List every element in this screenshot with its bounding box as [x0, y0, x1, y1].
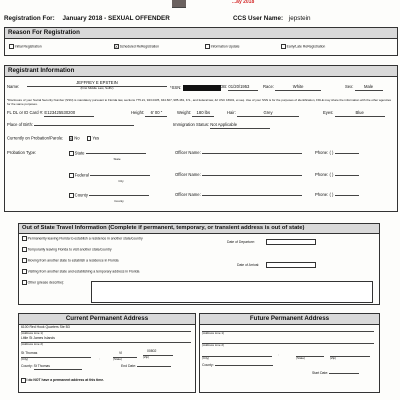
officer-name-state[interactable]: Officer Name: [175, 151, 302, 156]
eyes-field[interactable]: Eyes: Blue [323, 111, 385, 117]
race-field[interactable]: Race: White [263, 85, 321, 91]
name-label: Name: [7, 84, 20, 89]
arrival-label: Date of Arrival: [237, 263, 260, 267]
reason-checkbox-early-late[interactable] [281, 44, 286, 49]
reason-option-early-late[interactable]: Early/Late ReRegistration [281, 44, 325, 49]
state-checkbox[interactable] [69, 151, 74, 156]
red-header-fragment: ...ay 2018 [232, 0, 255, 5]
officer-name-county[interactable]: Officer Name: [175, 193, 302, 198]
officer-name-federal[interactable]: Officer Name: [175, 173, 302, 178]
eyes-value: Blue [335, 111, 385, 117]
travel-option-temporary-leaving[interactable]: Temporarily leaving Florida to visit another state/country [22, 247, 112, 252]
current-zip: 00802 [147, 349, 157, 353]
registrant-title: Registrant Information [5, 66, 397, 77]
race-value: White [275, 85, 321, 91]
ssn-disclosure: *Disclosure of your Social Security Number (SSN) is mandatory pursuant to Florida law, sections 775.21, 943.0435, 944.607, 985.481, F.S., and federal law, 42 USC 16901, et seq. Use of your SSN is for the purposes of identification, FDLE may share the information with the other agencies for the same purposes. [7, 98, 392, 107]
dl-field[interactable]: FL DL or ID Card #: E123425530200 [7, 111, 94, 117]
registration-for [4, 15, 170, 22]
height-value: 6' 00 " [145, 111, 167, 117]
pob-field[interactable]: Place of Birth: [7, 123, 134, 128]
reason-checkbox-initial[interactable] [9, 44, 14, 49]
county-checkbox[interactable] [69, 193, 74, 198]
travel-option-moving-in[interactable]: Moving from another state to establish a residence in Florida [22, 258, 119, 263]
probation-field: Currently on Probation/Parole: X No Yes [7, 135, 100, 141]
reason-option-update[interactable]: Information Update [205, 44, 240, 49]
travel-title: Out of State Travel Information (Complete if permanent, temporary, or transient address is out of state) [19, 224, 379, 234]
ccs-user-value: jepstein [288, 15, 311, 22]
ccs-user-label: CCS User Name: [233, 15, 284, 22]
ssn-redaction [183, 85, 221, 91]
registration-for-value: January 2018 - SEXUAL OFFENDER [62, 15, 170, 22]
probation-yes-checkbox[interactable] [87, 136, 92, 141]
name-field[interactable] [27, 81, 167, 90]
phone-federal[interactable]: Phone: ( ) [315, 173, 359, 178]
arrival-input[interactable] [266, 262, 316, 268]
name-sublabel: (First Middle Last, Suffix) [80, 85, 114, 90]
reason-option-scheduled[interactable]: X Scheduled ReRegistration [115, 44, 160, 49]
sex-field[interactable]: Sex: Male [345, 85, 383, 91]
probation-type-label: Probation Type: [7, 150, 37, 155]
departure-input[interactable] [266, 239, 316, 245]
registration-for-label: Registration For: [4, 15, 55, 22]
future-start-date[interactable]: Start Date: [312, 372, 359, 376]
travel-option-other[interactable]: Other (please describe): [22, 280, 64, 285]
federal-checkbox[interactable] [69, 173, 74, 178]
dl-value: E123425530200 [44, 111, 94, 117]
reason-section [4, 27, 398, 56]
height-field[interactable]: Height: 6' 00 " [131, 111, 167, 117]
sex-value: Male [355, 85, 383, 91]
no-address-checkbox[interactable] [21, 378, 26, 383]
reason-checkbox-scheduled[interactable]: X [115, 44, 118, 49]
future-address-section: Future Permanent Address (Address Line 1) (Address Line 2) (City) , (State) (Zip) County: Start Date: [199, 313, 380, 393]
photo-fragment [172, 0, 186, 8]
probation-type-state[interactable]: State [69, 151, 146, 156]
reason-option-initial[interactable]: Initial Registration [9, 44, 42, 49]
travel-option-visiting[interactable]: Visiting from another state and establishing a temporary address in Florida [22, 269, 139, 274]
departure-label: Date of Departure: [227, 240, 255, 244]
reason-checkbox-update[interactable] [205, 44, 210, 49]
future-address-title: Future Permanent Address [200, 314, 379, 325]
hair-field[interactable]: Hair: Grey [227, 111, 299, 117]
weight-value: 180 lbs [192, 111, 214, 117]
current-county: County: St Thomas [21, 365, 82, 370]
reason-title: Reason For Registration [5, 28, 397, 39]
ccs-user [233, 15, 311, 22]
weight-field[interactable]: Weight: 180 lbs [177, 111, 214, 117]
current-line1: 6100 Red Hook Quarters Ste B3 [21, 325, 70, 329]
current-city: St Thomas [21, 351, 38, 355]
travel-option-permanent-leaving[interactable]: Permanently leaving Florida to establish a residence in another state/country [22, 236, 143, 241]
current-address-section: Current Permanent Address 6100 Red Hook Quarters Ste B3 (Address Line 1) Little St James Islands (Address Line 2) St Thomas (City) , VI (State) 00802 (Zip) County: St Thomas End Date: I do NOT have a permanent address at this time. [18, 313, 196, 393]
dob-value: 01/20/1953 [228, 85, 258, 91]
registrant-section: Registrant Information Name: JEFFREY E EPSTEIN (First Middle Last, Suffix) *SSN: DOB: 01/20/1953 Race: White Sex: Male *Disclosure of your Social Security Number (SSN) is mandatory pursuant to Florida law, sections 775.21, 943.0435, 944.607, 985.481, F.S., and federal law, 42 USC 16901, et seq. Use of your SSN is for the purposes of identification, FDLE may share the information with the other agencies for the same purposes. FL DL or ID Card #: E123425530200 Height: 6' 00 " Weight: 180 lbs Hair: Grey Eyes: Blue Place of Birth: Immigration Status: Not Applicable Currently on Probation/Parole: X No Yes Probation Type: State State Officer Name: Phone: ( ) Federal City Officer Name: Phone: ( ) County County Officer Name: Phone: ( ) [4, 65, 398, 212]
immigration-value: Not Applicable [210, 123, 270, 129]
phone-state[interactable]: Phone: ( ) [315, 151, 359, 156]
current-state: VI [119, 351, 123, 355]
future-county[interactable]: County: [202, 364, 273, 368]
probation-type-federal[interactable]: Federal [69, 173, 150, 178]
phone-county[interactable]: Phone: ( ) [315, 193, 359, 198]
travel-section [18, 223, 380, 305]
current-county-value: St Thomas [34, 365, 82, 370]
hair-value: Grey [237, 111, 299, 117]
probation-no-checkbox[interactable]: X [69, 136, 73, 141]
probation-type-county[interactable]: County [69, 193, 149, 198]
other-description-input[interactable] [91, 281, 373, 303]
ssn-field[interactable]: *SSN: [170, 85, 221, 91]
name-value: JEFFREY E EPSTEIN [76, 80, 118, 85]
current-address-title: Current Permanent Address [19, 314, 195, 325]
current-line2: Little St James Islands [21, 336, 55, 340]
current-end-date: End Date: [121, 365, 171, 369]
dob-field[interactable]: DOB: 01/20/1953 [217, 85, 258, 91]
immigration-field[interactable]: Immigration Status: Not Applicable [173, 123, 270, 129]
no-address-option[interactable]: I do NOT have a permanent address at this time. [21, 378, 104, 383]
